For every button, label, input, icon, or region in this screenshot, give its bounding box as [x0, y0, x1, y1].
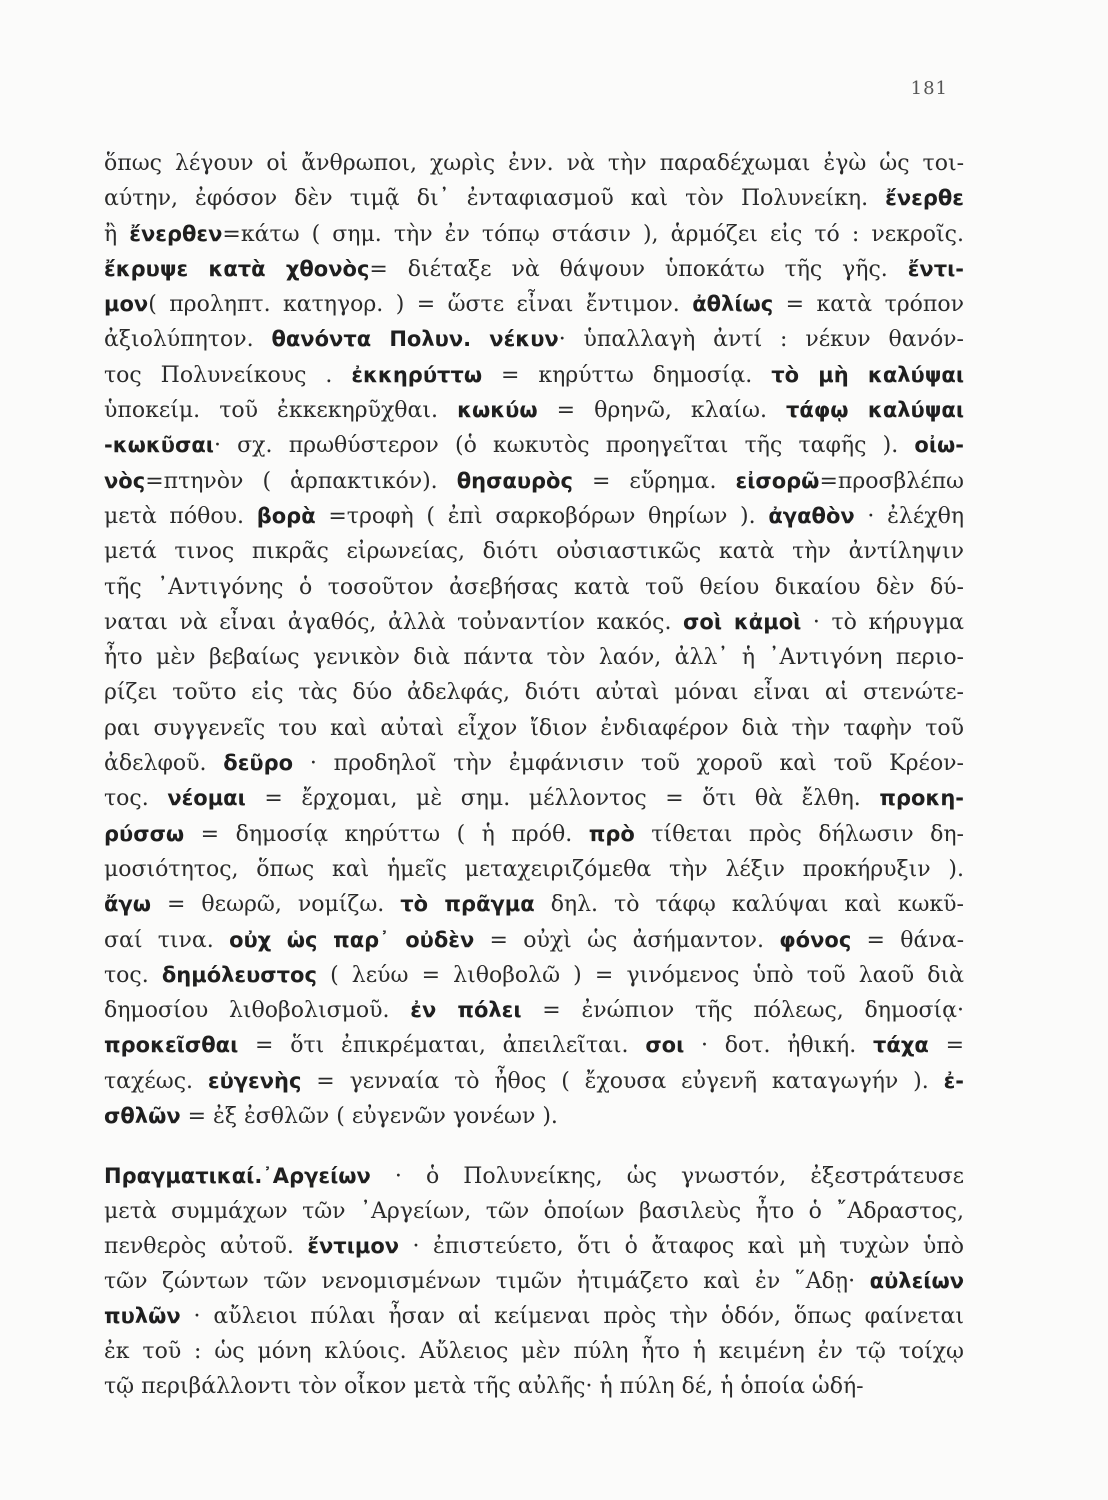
- lemma-term: θανόντα Πολυν. νέκυν: [271, 327, 559, 352]
- gloss-text: = εὕρημα.: [572, 468, 736, 494]
- text-line: [104, 287, 964, 322]
- text-line: [104, 570, 964, 605]
- lemma-term: ἐν πόλει: [410, 998, 522, 1023]
- text-line: [104, 1194, 964, 1229]
- lemma-term: πυλῶν: [104, 1304, 181, 1328]
- gloss-text: · ὑπαλλαγὴ ἀντί : νέκυν θανόν-: [558, 327, 964, 353]
- text-line: [104, 1229, 964, 1264]
- gloss-text: = θάνα-: [851, 927, 964, 953]
- gloss-text: = ἐνώπιον τῆς πόλεως, δημοσίᾳ·: [521, 998, 964, 1024]
- lemma-term: πρὸ: [588, 821, 635, 846]
- gloss-text: τίθεται πρὸς δήλωσιν δη-: [634, 821, 964, 847]
- gloss-text: · τὸ κήρυγμα: [801, 609, 964, 635]
- gloss-text: = κηρύττω δημοσίᾳ.: [482, 362, 772, 388]
- text-line: [104, 1159, 964, 1194]
- gloss-text: ραι συγγενεῖς του καὶ αὐταὶ εἶχον ἴδιον ἐνδιαφέρον διὰ τὴν ταφὴν τοῦ: [104, 715, 964, 741]
- gloss-text: =κάτω ( σημ. τὴν ἐν τόπῳ στάσιν ), ἁρμόζει εἰς τό : νεκροῖς.: [222, 221, 964, 247]
- gloss-text: τος Πολυνείκους .: [104, 362, 352, 388]
- lemma-term: ἀγαθὸν: [768, 503, 855, 528]
- lemma-term: νὸς: [104, 468, 146, 493]
- gloss-text: · ἐπιστεύετο, ὅτι ὁ ἄταφος καὶ μὴ τυχὼν ὑπὸ: [399, 1234, 964, 1259]
- gloss-text: τῶν ζώντων τῶν νενομισμένων τιμῶν ἠτιμάζετο καὶ ἐν ῞Αδῃ·: [104, 1269, 870, 1294]
- lemma-term: ἀθλίως: [692, 292, 774, 317]
- text-line: [104, 1099, 964, 1134]
- gloss-text: τος.: [104, 786, 168, 812]
- text-line: [104, 605, 964, 640]
- lemma-term: ἔνερθε: [885, 186, 964, 211]
- gloss-text: ἐκ τοῦ : ὡς μόνη κλύοις. Αὔλειος μὲν πύλη ἦτο ἡ κειμένη ἐν τῷ τοίχῳ: [104, 1339, 964, 1364]
- gloss-text: · ὁ Πολυνείκης, ὡς γνωστόν, ἐξεστράτευσε: [370, 1164, 964, 1189]
- lemma-term: μον: [104, 292, 149, 317]
- text-line: [104, 711, 964, 746]
- lemma-term: -κωκῦσαι: [104, 433, 214, 458]
- gloss-text: · ἐλέχθη: [854, 503, 964, 529]
- gloss-text: ἢ: [104, 221, 130, 247]
- gloss-text: ναται νὰ εἶναι ἀγαθός, ἀλλὰ τοὐναντίον κακός.: [104, 609, 684, 635]
- text-line: [104, 781, 964, 816]
- text-line: [104, 1264, 964, 1299]
- gloss-text: δημοσίου λιθοβολισμοῦ.: [104, 998, 411, 1024]
- gloss-text: ( λεύω = λιθοβολῶ ) = γινόμενος ὑπὸ τοῦ λαοῦ διὰ: [316, 962, 964, 988]
- text-line: [104, 146, 964, 181]
- lemma-term: τάχα: [872, 1033, 929, 1058]
- gloss-text: = οὐχὶ ὡς ἀσήμαντον.: [474, 927, 780, 953]
- gloss-text: = θρηνῶ, κλαίω.: [537, 398, 787, 424]
- text-line: [104, 923, 964, 958]
- lemma-term: ἔνερθεν: [129, 221, 223, 246]
- gloss-text: = θεωρῶ, νομίζω.: [150, 892, 401, 918]
- text-line: [104, 640, 964, 675]
- text-line: [104, 534, 964, 569]
- gloss-text: =τροφὴ ( ἐπὶ σαρκοβόρων θηρίων ).: [315, 503, 769, 529]
- lemma-term: ρύσσω: [104, 821, 185, 846]
- gloss-text: =: [928, 1033, 964, 1059]
- gloss-text: =πτηνὸν ( ἁρπακτικόν).: [145, 468, 457, 494]
- gloss-text: δηλ. τὸ τάφῳ καλύψαι καὶ κωκῦ-: [534, 892, 964, 918]
- text-line: [104, 958, 964, 993]
- gloss-text: αύτην, ἐφόσον δὲν τιμᾷ δι᾽ ἐνταφιασμοῦ καὶ τὸν Πολυνείκη.: [104, 186, 886, 212]
- lemma-term: φόνος: [779, 927, 852, 952]
- gloss-text: = διέταξε νὰ θάψουν ὑποκάτω τῆς γῆς.: [369, 256, 908, 282]
- lemma-term: ἔντιμον: [307, 1234, 400, 1258]
- lemma-term: δημόλευστος: [161, 962, 317, 987]
- lemma-term: σθλῶν: [104, 1104, 181, 1129]
- text-line: [104, 1299, 964, 1334]
- gloss-text: · αὔλειοι πύλαι ἦσαν αἱ κείμεναι πρὸς τὴν ὁδόν, ὅπως φαίνεται: [180, 1304, 964, 1329]
- lemma-term: εὐγενὴς: [207, 1068, 302, 1093]
- gloss-text: · προδηλοῖ τὴν ἐμφάνισιν τοῦ χοροῦ καὶ τοῦ Κρέον-: [293, 751, 964, 777]
- text-line: [104, 464, 964, 499]
- gloss-text: ὅπως λέγουν οἱ ἄνθρωποι, χωρὶς ἐνν. νὰ τὴν παραδέχωμαι ἐγὼ ὡς τοι-: [104, 151, 964, 176]
- lemma-term: αὐλείων: [869, 1269, 964, 1293]
- gloss-text: μετὰ πόθου.: [104, 503, 257, 529]
- lemma-term: βορὰ: [256, 503, 316, 528]
- gloss-text: σαί τινα.: [104, 927, 230, 953]
- realia-paragraph: [104, 1159, 964, 1404]
- text-line: [104, 322, 964, 357]
- text-line: [104, 1334, 964, 1369]
- lemma-term: οἰω-: [914, 433, 964, 458]
- gloss-text: = κατὰ τρόπον: [773, 292, 964, 318]
- lemma-term: κωκύω: [457, 398, 538, 423]
- text-line: [104, 1064, 964, 1099]
- text-line: [104, 252, 964, 287]
- gloss-text: = δημοσίᾳ κηρύττω ( ἡ πρόθ.: [184, 821, 589, 847]
- text-line: [104, 181, 964, 216]
- gloss-text: μοσιότητος, ὅπως καὶ ἡμεῖς μεταχειριζόμεθα τὴν λέξιν προκήρυξιν ).: [104, 856, 964, 882]
- gloss-text: = γενναία τὸ ἦθος ( ἔχουσα εὐγενῆ καταγωγήν ).: [301, 1068, 944, 1094]
- lemma-term: τὸ πρᾶγμα: [400, 892, 535, 917]
- gloss-text: = ἔρχομαι, μὲ σημ. μέλλοντος = ὅτι θὰ ἔλθη.: [245, 786, 880, 812]
- text-line: [104, 887, 964, 922]
- page-number: 181: [910, 78, 948, 99]
- lemma-term: τάφῳ καλύψαι: [786, 398, 964, 423]
- gloss-text: ἀδελφοῦ.: [104, 751, 224, 777]
- gloss-text: ρίζει τοῦτο εἰς τὰς δύο ἀδελφάς, διότι αὐταὶ μόναι εἶναι αἱ στενώτε-: [104, 680, 964, 706]
- text-line: [104, 499, 964, 534]
- gloss-text: τῷ περιβάλλοντι τὸν οἶκον μετὰ τῆς αὐλῆς· ἡ πύλη δέ, ἡ ὁποία ὡδή-: [104, 1374, 864, 1399]
- lemma-term: οὐχ ὡς παρ᾽ οὐδὲν: [229, 927, 475, 952]
- lemma-term: δεῦρο: [223, 751, 294, 776]
- text-line: [104, 993, 964, 1028]
- text-line: [104, 1369, 964, 1404]
- gloss-text: μετά τινος πικρᾶς εἰρωνείας, διότι οὐσιαστικῶς κατὰ τὴν ἀντίληψιν: [104, 539, 964, 565]
- lemma-term: θησαυρὸς: [456, 468, 573, 493]
- text-line: [104, 852, 964, 887]
- lemma-term: εἰσορῶ: [735, 468, 820, 493]
- text-line: [104, 675, 964, 710]
- text-line: [104, 358, 964, 393]
- lemma-term: σοὶ κἀμοὶ: [683, 609, 802, 634]
- text-line: [104, 817, 964, 852]
- gloss-text: · σχ. πρωθύστερον (ὁ κωκυτὸς προηγεῖται τῆς ταφῆς ).: [213, 433, 915, 459]
- gloss-text: τῆς ᾿Αντιγόνης ὁ τοσοῦτον ἀσεβήσας κατὰ τοῦ θείου δικαίου δὲν δύ-: [104, 574, 964, 600]
- gloss-text: ἀξιολύπητον.: [104, 327, 272, 353]
- gloss-text: τος.: [104, 962, 162, 988]
- lemma-term: νέομαι: [167, 786, 246, 811]
- text-line: [104, 746, 964, 781]
- lemma-term: προκεῖσθαι: [104, 1033, 239, 1058]
- lemma-term: ἐ-: [943, 1068, 964, 1093]
- lemma-term: ἄγω: [104, 892, 151, 917]
- gloss-text: =προσβλέπω: [819, 468, 964, 494]
- gloss-text: = ἐξ ἐσθλῶν ( εὐγενῶν γονέων ).: [180, 1104, 558, 1130]
- gloss-text: ταχέως.: [104, 1068, 208, 1094]
- text-line: [104, 217, 964, 252]
- gloss-text: πενθερὸς αὐτοῦ.: [104, 1234, 308, 1259]
- lemma-term: ἐκκηρύττω: [351, 362, 483, 387]
- text-line: [104, 428, 964, 463]
- commentary-paragraph: [104, 146, 964, 1134]
- text-line: [104, 1028, 964, 1063]
- gloss-text: = ὅτι ἐπικρέμαται, ἀπειλεῖται.: [238, 1033, 646, 1059]
- gloss-text: · δοτ. ἠθική.: [684, 1033, 873, 1059]
- lemma-term: σοι: [645, 1033, 685, 1058]
- gloss-text: ὑποκείμ. τοῦ ἐκκεκηρῦχθαι.: [104, 398, 458, 424]
- gloss-text: ἦτο μὲν βεβαίως γενικὸν διὰ πάντα τὸν λαόν, ἀλλ᾽ ἡ ᾿Αντιγόνη περιο-: [104, 645, 964, 671]
- lemma-term: τὸ μὴ καλύψαι: [771, 362, 964, 387]
- lemma-term: ἔκρυψε κατὰ χθονὸς: [104, 256, 370, 281]
- lemma-term: ἔντι-: [907, 256, 964, 281]
- text-line: [104, 393, 964, 428]
- lemma-term: προκη-: [879, 786, 964, 811]
- gloss-text: ( προληπτ. κατηγορ. ) = ὥστε εἶναι ἔντιμον.: [148, 292, 693, 318]
- lemma-term: Πραγματικαί.᾿Αργείων: [104, 1164, 371, 1188]
- gloss-text: μετὰ συμμάχων τῶν ᾿Αργείων, τῶν ὁποίων βασιλεὺς ἦτο ὁ ῎Αδραστος,: [104, 1199, 964, 1224]
